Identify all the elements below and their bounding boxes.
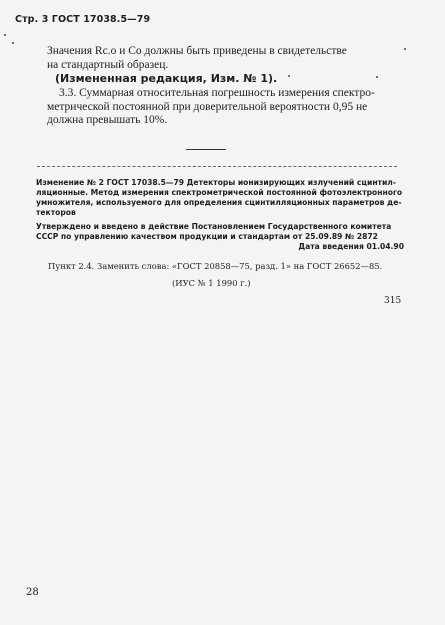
- paragraph-line: должна превышать 10%.: [47, 114, 168, 126]
- edit-note: (Измененная редакция, Изм. № 1).: [55, 72, 278, 85]
- amendment-title-line: ляционные. Метод измерения спектрометрической постоянной фотоэлектронного: [36, 188, 403, 197]
- paragraph-line: Значения Rс.о и Со должны быть приведены в свидетельстве: [47, 45, 347, 57]
- source-reference: (ИУС № 1 1990 г.): [172, 278, 251, 288]
- paragraph-line: 3.3. Суммарная относительная погрешность измерения спектро-: [59, 87, 375, 99]
- scan-speck: [288, 75, 290, 77]
- amendment-title-line: Изменение № 2 ГОСТ 17038.5—79 Детекторы ионизирующих излучений сцинтил-: [36, 178, 396, 187]
- paragraph-3-3: [47, 87, 412, 128]
- scan-speck: [4, 34, 6, 36]
- amendment-approval: [36, 222, 404, 252]
- paragraph-values: [47, 45, 412, 72]
- amendment-title-line: умножителя, используемого для определения сцинтилляционных параметров де-: [36, 198, 402, 207]
- scan-speck: [376, 76, 378, 78]
- section-rule: [186, 149, 226, 150]
- paragraph-line: метрической постоянной при доверительной вероятности 0,95 не: [47, 100, 368, 113]
- introduction-date: Дата введения 01.04.90: [298, 242, 404, 251]
- amendment-title-line: текторов: [36, 208, 76, 217]
- paragraph-line: на стандартный образец.: [47, 58, 169, 71]
- amendment-title: [36, 178, 404, 218]
- page-header: Стр. 3 ГОСТ 17038.5—79: [15, 14, 151, 25]
- separator-line: [37, 166, 397, 168]
- scan-speck: [12, 42, 14, 44]
- change-text: Пункт 2.4. Заменить слова: «ГОСТ 20858—75, разд. 1» на ГОСТ 26652—85.: [48, 261, 383, 271]
- page-number: 28: [26, 587, 39, 598]
- page-reference: 315: [384, 296, 402, 306]
- approval-line: СССР по управлению качеством продукции и стандартам от 25.09.89 № 2872: [36, 232, 378, 241]
- approval-line: Утверждено и введено в действие Постановлением Государственного комитета: [36, 222, 392, 231]
